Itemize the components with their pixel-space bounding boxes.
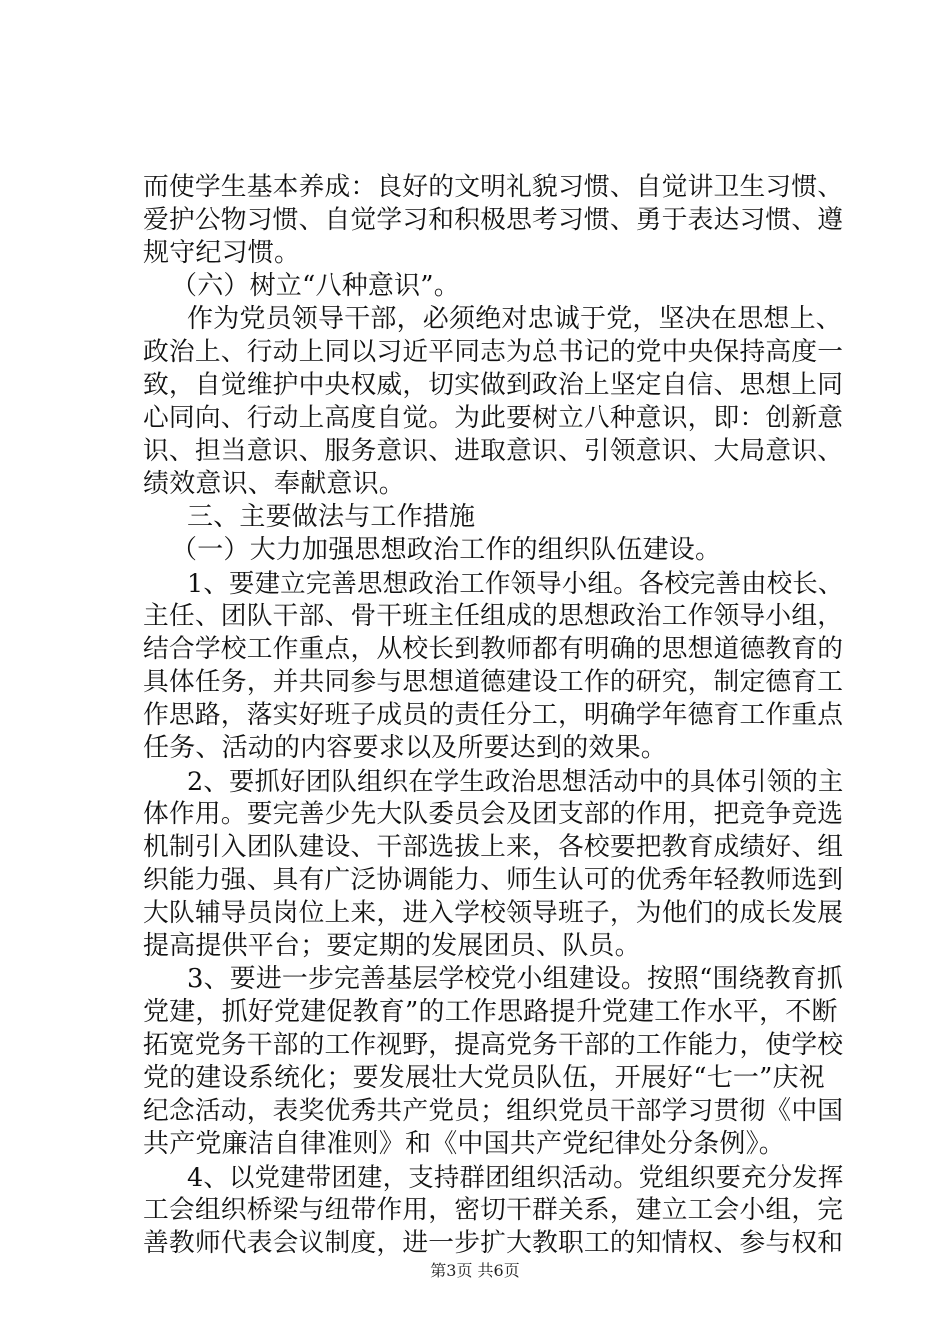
text-line: 善教师代表会议制度，进一步扩大教职工的知情权、参与权和 [143,1228,844,1258]
text-line: 党建，抓好党建促教育”的工作思路提升党建工作水平，不断 [143,997,838,1027]
text-line: 党的建设系统化；要发展壮大党员队伍，开展好“七一”庆祝 [143,1063,825,1093]
text-line: 三、主要做法与工作措施 [187,502,476,532]
text-line: 纪念活动，表奖优秀共产党员；组织党员干部学习贯彻《中国 [143,1096,844,1126]
text-line: 结合学校工作重点，从校长到教师都有明确的思想道德教育的 [143,634,844,664]
text-line: 体作用。要完善少先大队委员会及团支部的作用，把竞争竞选 [143,799,844,829]
text-line: 而使学生基本养成：良好的文明礼貌习惯、自觉讲卫生习惯、 [143,172,844,202]
text-line: 识、担当意识、服务意识、进取意识、引领意识、大局意识、 [143,436,844,466]
text-line: 共产党廉洁自律准则》和《中国共产党纪律处分条例》。 [143,1129,786,1159]
text-line: 拓宽党务干部的工作视野，提高党务干部的工作能力，使学校 [143,1030,844,1060]
text-line: 4、以党建带团建，支持群团组织活动。党组织要充分发挥 [187,1162,844,1192]
text-line: 机制引入团队建设、干部选拔上来，各校要把教育成绩好、组 [143,832,844,862]
text-line: 主任、团队干部、骨干班主任组成的思想政治工作领导小组， [143,601,844,631]
document-body [143,171,843,1260]
text-line: （一）大力加强思想政治工作的组织队伍建设。 [171,535,722,565]
text-line: 爱护公物习惯、自觉学习和积极思考习惯、勇于表达习惯、遵 [143,205,844,235]
text-line: 政治上、行动上同以习近平同志为总书记的党中央保持高度一 [143,337,844,367]
text-line: 心同向、行动上高度自觉。为此要树立八种意识，即：创新意 [143,403,844,433]
text-line: 作为党员领导干部，必须绝对忠诚于党，坚决在思想上、 [187,304,843,334]
text-line: 2、要抓好团队组织在学生政治思想活动中的具体引领的主 [187,766,844,796]
text-line: 提高提供平台；要定期的发展团员、队员。 [143,931,641,961]
text-line: 规守纪习惯。 [143,238,301,268]
text-line: 绩效意识、奉献意识。 [143,469,406,499]
text-line: 织能力强、具有广泛协调能力、师生认可的优秀年轻教师选到 [143,865,844,895]
text-line: 3、要进一步完善基层学校党小组建设。按照“围绕教育抓 [187,964,843,994]
text-line: 工会组织桥梁与纽带作用，密切干群关系，建立工会小组，完 [143,1195,844,1225]
text-line: 具体任务，并共同参与思想道德建设工作的研究，制定德育工 [143,667,844,697]
text-line: 致，自觉维护中央权威，切实做到政治上坚定自信、思想上同 [143,370,844,400]
text-line: 任务、活动的内容要求以及所要达到的效果。 [143,733,668,763]
text-line: 大队辅导员岗位上来，进入学校领导班子，为他们的成长发展 [143,898,844,928]
page-footer: 第3页 共6页 [430,1261,520,1280]
text-line: （六）树立“八种意识”。 [171,271,460,301]
text-line: 1、要建立完善思想政治工作领导小组。各校完善由校长、 [187,568,844,598]
text-line: 作思路，落实好班子成员的责任分工，明确学年德育工作重点 [143,700,844,730]
